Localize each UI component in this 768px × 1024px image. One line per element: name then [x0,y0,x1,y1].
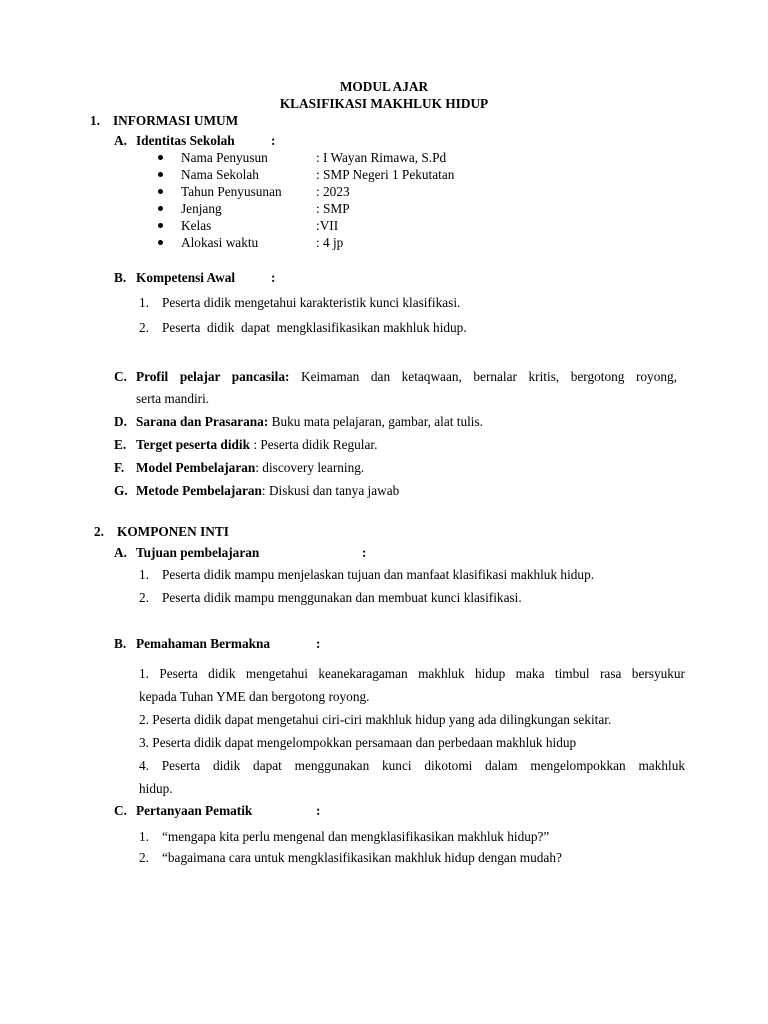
s1f-text: : discovery learning. [255,460,365,475]
s2b-letter: B. [114,636,127,651]
doc-title-line2: KLASIFIKASI MAKHLUK HIDUP [279,96,489,111]
s1e-label: Terget peserta didik [136,437,251,452]
bullet-icon [158,189,163,194]
s1d-line [136,414,483,430]
identity-label: Jenjang [181,201,222,216]
identity-value: : 2023 [316,184,350,199]
list-item: Peserta didik mampu menjelaskan tujuan dan manfaat klasifikasi makhluk hidup. [162,567,595,582]
identity-value: : I Wayan Rimawa, S.Pd [316,150,447,165]
s1f-line [136,460,364,476]
s2a-colon: : [362,545,367,560]
s1b-colon: : [271,270,276,285]
identity-value: : SMP Negeri 1 Pekutatan [316,167,455,182]
s2b-paragraph3: 3. Peserta didik dapat mengelompokkan persamaan dan perbedaan makhluk hidup [139,735,577,750]
list-number: 2. [139,320,149,335]
section2-heading: KOMPONEN INTI [117,524,229,539]
s1c-label: Profil pelajar pancasila: [136,369,290,384]
s1b-label: Kompetensi Awal [136,270,236,285]
s1d-letter: D. [114,414,127,429]
list-number: 2. [139,850,149,865]
section1-number: 1. [90,113,100,128]
identity-label: Tahun Penyusunan [181,184,282,199]
s2c-label: Pertanyaan Pematik [136,803,253,818]
list-number: 1. [139,829,149,844]
s1g-letter: G. [114,483,128,498]
s1g-text: : Diskusi dan tanya jawab [261,483,400,498]
s2b-paragraph1-line1: 1. Peserta didik mengetahui keanekaragaman makhluk hidup maka timbul rasa bersyukur [139,666,685,681]
s2b-label: Pemahaman Bermakna [136,636,271,651]
identity-label: Alokasi waktu [181,235,259,250]
s1d-text: Buku mata pelajaran, gambar, alat tulis. [268,414,483,429]
s2b-colon: : [316,636,321,651]
s1a-letter: A. [114,133,127,148]
s2a-label: Tujuan pembelajaran [136,545,260,560]
list-item: Peserta didik mampu menggunakan dan membuat kunci klasifikasi. [162,590,522,605]
identity-label: Nama Sekolah [181,167,259,182]
list-item: “bagaimana cara untuk mengklasifikasikan makhluk hidup dengan mudah? [162,850,562,865]
bullet-icon [158,155,163,160]
s1c-text: Keimaman dan ketaqwaan, bernalar kritis, bergotong royong, [300,369,677,384]
s1e-letter: E. [114,437,127,452]
bullet-icon [158,240,163,245]
bullet-icon [158,172,163,177]
identity-label: Kelas [181,218,212,233]
s1d-label: Sarana dan Prasarana: [136,414,269,429]
s2b-paragraph4-line1: 4. Peserta didik dapat menggunakan kunci dikotomi dalam mengelompokkan makhluk [139,758,685,773]
s2b-paragraph2: 2. Peserta didik dapat mengetahui ciri-ciri makhluk hidup yang ada dilingkungan sekitar. [139,712,612,727]
s1c-line1 [136,369,677,385]
list-number: 1. [139,567,149,582]
s1g-label: Metode Pembelajaran [136,483,262,498]
s2a-letter: A. [114,545,127,560]
s2b-paragraph4-line2: hidup. [139,781,173,796]
s1a-colon: : [271,133,276,148]
list-number: 1. [139,295,149,310]
s1g-line [136,483,399,499]
s1a-label: Identitas Sekolah [136,133,235,148]
doc-title-line1: MODUL AJAR [339,79,429,94]
bullet-icon [158,206,163,211]
s1e-text: : Peserta didik Regular. [250,437,378,452]
list-item: Peserta didik dapat mengklasifikasikan makhluk hidup. [162,320,467,335]
list-item: Peserta didik mengetahui karakteristik kunci klasifikasi. [162,295,461,310]
s1c-line2: serta mandiri. [136,391,210,406]
list-item: “mengapa kita perlu mengenal dan mengklasifikasikan makhluk hidup?” [162,829,550,844]
s2c-letter: C. [114,803,127,818]
identity-label: Nama Penyusun [181,150,268,165]
section2-number: 2. [94,524,104,539]
s2b-paragraph1-line2: kepada Tuhan YME dan bergotong royong. [139,689,370,704]
identity-value: : 4 jp [316,235,344,250]
s1e-line [136,437,377,453]
s1f-letter: F. [114,460,125,475]
s2c-colon: : [316,803,321,818]
list-number: 2. [139,590,149,605]
s1b-letter: B. [114,270,127,285]
bullet-icon [158,223,163,228]
identity-value: : SMP [316,201,350,216]
identity-value: :VII [316,218,339,233]
section1-heading: INFORMASI UMUM [113,113,239,128]
s1f-label: Model Pembelajaran [136,460,256,475]
s1c-letter: C. [114,369,127,384]
